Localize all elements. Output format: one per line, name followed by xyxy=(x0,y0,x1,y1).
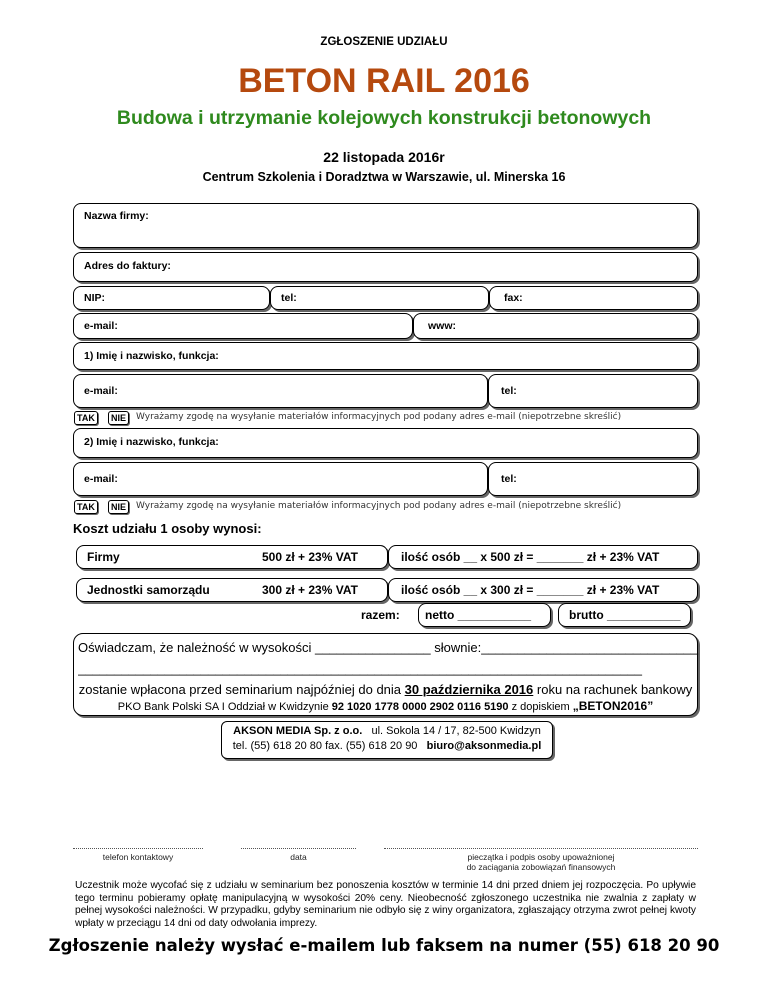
participant-1-tel-label: tel: xyxy=(501,385,517,397)
bank-note: z dopiskiem xyxy=(508,701,573,713)
cost-calc: ilość osób __ x 300 zł = _______ zł + 23% VAT xyxy=(401,583,660,597)
billing-address-field[interactable] xyxy=(73,252,698,282)
company-fax-field[interactable] xyxy=(489,286,698,310)
cost-row-firms xyxy=(76,545,388,569)
organizer-box xyxy=(221,721,553,759)
participant-2-email-field[interactable] xyxy=(73,462,488,496)
bank-name: PKO Bank Polski SA I Oddział w Kwidzynie xyxy=(117,701,332,713)
brutto-field[interactable] xyxy=(558,603,691,627)
participant-1-tel-field[interactable] xyxy=(488,374,698,408)
billing-address-label: Adres do faktury: xyxy=(84,260,171,272)
stamp-signature-label-1: pieczątka i podpis osoby upoważnionej xyxy=(467,852,615,862)
cost-price: 300 zł + 23% VAT xyxy=(262,583,358,597)
stamp-signature-label-2: do zaciągania zobowiązań finansowych xyxy=(466,862,616,872)
participant-2-consent-yes[interactable]: TAK xyxy=(74,500,98,514)
cost-category: Jednostki samorządu xyxy=(87,583,210,597)
participant-2-email-label: e-mail: xyxy=(84,473,118,485)
payment-deadline: 30 października 2016 xyxy=(404,682,534,697)
declaration-text-end: roku na rachunek bankowy xyxy=(533,682,693,697)
cost-calc: ilość osób __ x 500 zł = _______ zł + 23% VAT xyxy=(401,550,660,564)
company-www-field[interactable] xyxy=(413,313,698,339)
submission-footer: Zgłoszenie należy wysłać e-mailem lub faksem na numer (55) 618 20 90 xyxy=(48,936,720,955)
stamp-signature-line[interactable] xyxy=(384,848,698,849)
company-name-label: Nazwa firmy: xyxy=(84,210,149,222)
organizer-phones: tel. (55) 618 20 80 fax. (55) 618 20 90 xyxy=(232,740,418,752)
declaration-text: zostanie wpłacona przed seminarium najpóźniej do dnia xyxy=(78,682,405,697)
brutto-label: brutto ___________ xyxy=(569,608,681,622)
organizer-address-line xyxy=(222,725,552,737)
bank-account: 92 1020 1778 0000 2902 0116 5190 xyxy=(331,701,509,713)
event-title: BETON RAIL 2016 xyxy=(238,62,530,100)
netto-field[interactable] xyxy=(418,603,551,627)
participant-2-tel-label: tel: xyxy=(501,473,517,485)
form-title: ZGŁOSZENIE UDZIAŁU xyxy=(320,36,448,48)
participant-2-consent-no[interactable]: NIE xyxy=(108,500,129,514)
participant-2-tel-field[interactable] xyxy=(488,462,698,496)
organizer-contact-line xyxy=(222,740,552,752)
event-venue: Centrum Szkolenia i Doradztwa w Warszawie, ul. Minerska 16 xyxy=(202,170,566,184)
declaration-line-2: ______________________________________________________________________________ xyxy=(78,661,642,676)
phone-signature-label: telefon kontaktowy xyxy=(102,852,174,862)
company-name-field[interactable] xyxy=(73,203,698,248)
payment-declaration xyxy=(73,633,698,716)
bank-details xyxy=(74,699,697,713)
participant-2-name-label: 2) Imię i nazwisko, funkcja: xyxy=(84,436,219,448)
company-email-label: e-mail: xyxy=(84,320,118,332)
cost-calc-local-government[interactable] xyxy=(388,578,698,602)
participant-2-consent-text: Wyrażamy zgodę na wysyłanie materiałów informacyjnych pod podany adres e-mail (niepotrzebne skreślić) xyxy=(136,501,622,511)
cost-price: 500 zł + 23% VAT xyxy=(262,550,358,564)
date-signature-label: data xyxy=(290,852,307,862)
participant-2-name-field[interactable] xyxy=(73,428,698,458)
cost-row-local-government xyxy=(76,578,388,602)
transfer-reference: „BETON2016” xyxy=(572,699,654,713)
cost-heading: Koszt udziału 1 osoby wynosi: xyxy=(73,521,262,536)
company-email-field[interactable] xyxy=(73,313,413,339)
company-tel-label: tel: xyxy=(281,292,297,304)
nip-label: NIP: xyxy=(84,292,105,304)
cancellation-terms: Uczestnik może wycofać się z udziału w seminarium bez ponoszenia kosztów w terminie 14 dni przed dniem jej rozpoczęcia. Po upływie tego terminu pobieramy opłatę manipulacyjną w wysokości 20% ceny. Nieobecność zgłoszonego uczestnika nie zwalnia z zapłaty w pełnej wysokości należności. W przypadku, gdyby seminarium nie odbyło się z winy organizatora, zgłaszający otrzyma zwrot pełnej kwoty wpłaty w przeciągu 14 dni od daty odwołania imprezy. xyxy=(75,880,696,929)
event-date: 22 listopada 2016r xyxy=(323,149,445,165)
declaration-line-1: Oświadczam, że należność w wysokości ________________ słownie:______________________________ xyxy=(78,640,699,655)
participant-1-consent-yes[interactable]: TAK xyxy=(74,411,98,425)
participant-1-name-label: 1) Imię i nazwisko, funkcja: xyxy=(84,350,219,362)
organizer-email: biuro@aksonmedia.pl xyxy=(426,740,542,752)
participant-1-email-field[interactable] xyxy=(73,374,488,408)
organizer-address: ul. Sokola 14 / 17, 82-500 Kwidzyn xyxy=(371,725,541,737)
participant-1-consent-text: Wyrażamy zgodę na wysyłanie materiałów informacyjnych pod podany adres e-mail (niepotrzebne skreślić) xyxy=(136,412,622,422)
netto-label: netto ___________ xyxy=(425,608,532,622)
organizer-name: AKSON MEDIA Sp. z o.o. xyxy=(233,725,363,737)
declaration-line-3 xyxy=(74,682,697,697)
participant-1-email-label: e-mail: xyxy=(84,385,118,397)
cost-category: Firmy xyxy=(87,550,120,564)
cost-calc-firms[interactable] xyxy=(388,545,698,569)
company-www-label: www: xyxy=(428,320,456,332)
company-tel-field[interactable] xyxy=(270,286,489,310)
company-fax-label: fax: xyxy=(504,292,523,304)
participant-1-consent-no[interactable]: NIE xyxy=(108,411,129,425)
phone-signature-line[interactable] xyxy=(73,848,203,849)
date-signature-line[interactable] xyxy=(241,848,356,849)
nip-field[interactable] xyxy=(73,286,270,310)
event-subtitle: Budowa i utrzymanie kolejowych konstrukcji betonowych xyxy=(116,107,652,129)
participant-1-name-field[interactable] xyxy=(73,342,698,370)
total-label: razem: xyxy=(361,608,400,622)
